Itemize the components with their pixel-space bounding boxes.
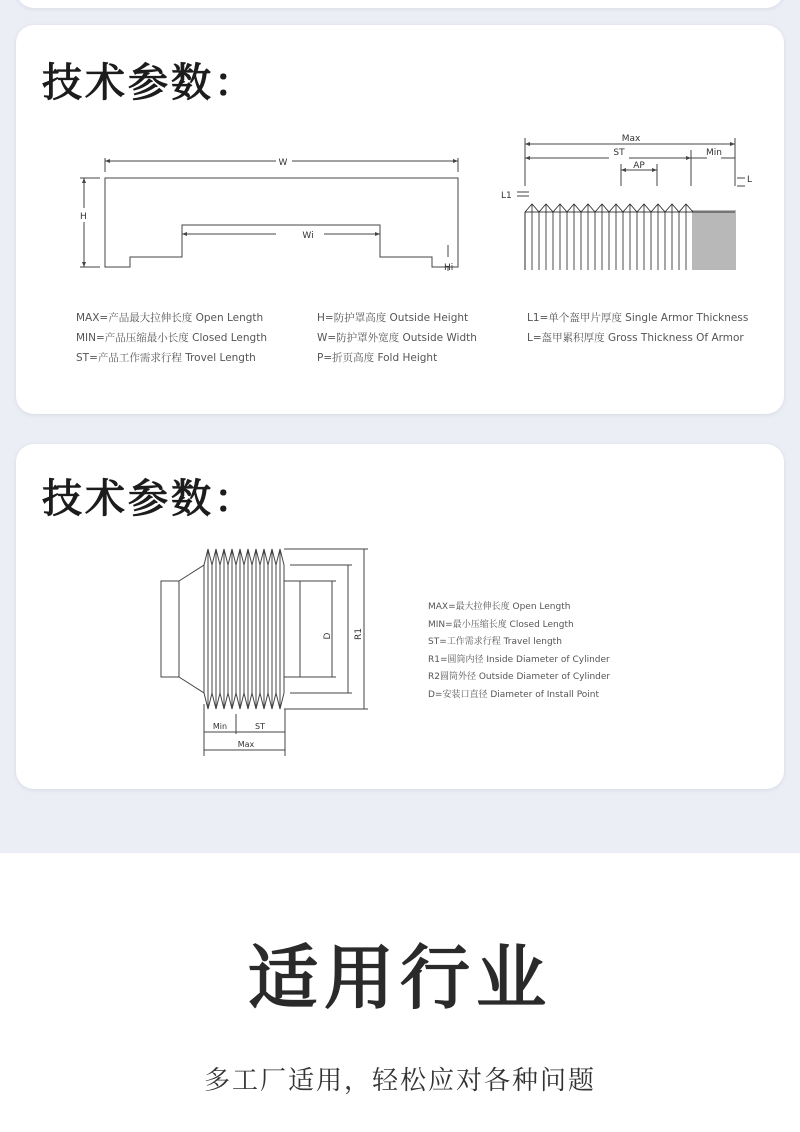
legend-item-p: P=折页高度 Fold Height [317, 352, 438, 364]
legend-item-w: W=防护罩外宽度 Outside Width [317, 332, 477, 344]
legend-item-l: L=盔甲累积厚度 Gross Thickness Of Armor [527, 332, 744, 344]
legend-item-max: MAX=产品最大拉伸长度 Open Length [76, 312, 264, 324]
legend-item-d: D=安装口直径 Diameter of Install Point [428, 689, 600, 700]
dim-label-ap: AP [633, 161, 645, 171]
dim-label-w: W [278, 158, 288, 168]
tech-params-card-2 [16, 444, 784, 789]
dim-label-max: Max [237, 740, 255, 749]
legend-item-l1: L1=单个盔甲片厚度 Single Armor Thickness [527, 312, 749, 324]
dim-label-l1: L1 [501, 191, 512, 201]
dim-label-st: ST [255, 722, 265, 731]
section-title: 适用行业 [248, 937, 552, 1019]
dim-label-r1: R1 [354, 628, 364, 640]
legend-item-min: MIN=最小压缩长度 Closed Length [428, 619, 574, 630]
armor-bellows-diagram [481, 130, 771, 270]
dim-label-wi: Wi [302, 231, 314, 241]
card-title: 技术参数： [42, 476, 257, 522]
dim-label-max: Max [621, 134, 641, 144]
round-bellows-diagram [156, 544, 376, 759]
cover-cross-section-diagram [76, 150, 476, 275]
legend-list [428, 599, 610, 704]
tech-params-card-1 [16, 25, 784, 414]
card-title: 技术参数： [42, 60, 257, 106]
legend-item-max: MAX=最大拉伸长度 Open Length [428, 602, 571, 612]
dim-label-d: D [323, 632, 333, 640]
dim-label-st: ST [613, 148, 625, 158]
legend-item-st: ST=工作需求行程 Travel length [428, 637, 562, 647]
legend-column-2 [317, 308, 477, 368]
legend-item-h: H=防护罩高度 Outside Height [317, 312, 469, 324]
section-subtitle: 多工厂适用，轻松应对各种问题 [203, 1066, 596, 1096]
legend-column-1 [76, 308, 267, 368]
dim-label-h: H [80, 212, 87, 222]
dim-label-min: Min [706, 148, 722, 158]
legend-item-st: ST=产品工作需求行程 Trovel Length [76, 352, 256, 364]
dim-label-min: Min [212, 722, 228, 731]
legend-item-r1: R1=圆筒内径 Inside Diameter of Cylinder [428, 654, 610, 665]
legend-item-r2: R2圆筒外径 Outside Diameter of Cylinder [428, 672, 611, 682]
legend-column-3 [527, 308, 748, 348]
dim-label-hi: Hi [444, 263, 454, 273]
previous-card-edge [16, 0, 784, 8]
dim-label-l: L [747, 175, 753, 185]
legend-item-min: MIN=产品压缩最小长度 Closed Length [76, 332, 267, 344]
